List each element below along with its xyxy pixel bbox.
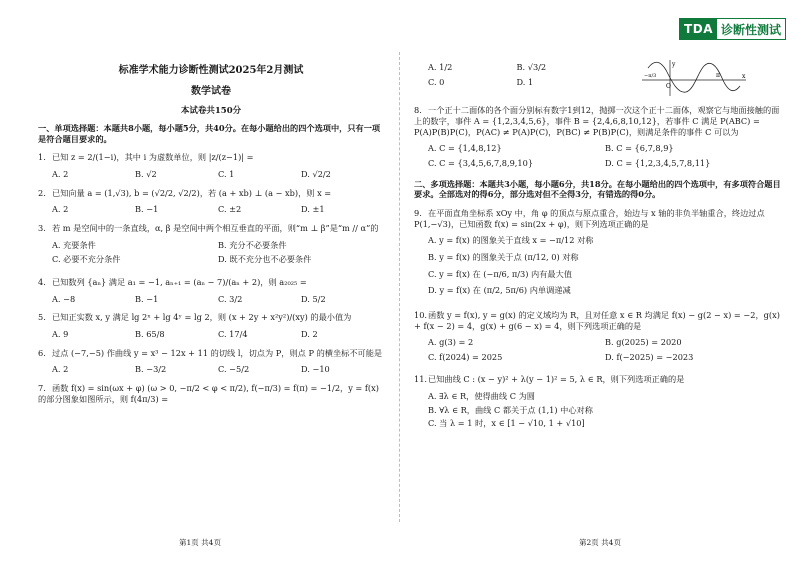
option-c: C. 必要不充分条件 — [52, 254, 121, 265]
option-d: D. −10 — [301, 364, 330, 375]
question-10 — [414, 310, 782, 367]
option-b: B. C = {6,7,8,9} — [605, 143, 674, 154]
option-c: C. C = {3,4,5,6,7,8,9,10} — [428, 157, 534, 168]
exam-subtitle: 数学试卷 — [191, 86, 231, 97]
section-multiple-choice: 二、多项选择题：本题共3小题，每小题6分，共18分。在每小题给出的四个选项中，有多项符合题目要求。全部选对的得6分，部分选对但不全得3分，有错选的得0分。 — [414, 178, 781, 200]
question-text: 在平面直角坐标系 xOy 中，角 φ 的顶点与原点重合，始边与 x 轴的非负半轴重合，终边过点 P(1,−√3)，已知函数 f(x) = sin(2x + φ)，则下列选项正确的是 — [414, 207, 765, 229]
option-d: D. y = f(x) 在 (π/2, 5π/6) 内单调递减 — [428, 285, 571, 296]
question-number: 5. — [38, 312, 46, 323]
option-a: A. −8 — [52, 293, 76, 304]
logo-tda: TDA — [680, 19, 717, 39]
neg-pi-third-label: −π/3 — [644, 73, 657, 79]
question-number: 10. — [414, 309, 428, 320]
option-c: C. ±2 — [218, 204, 242, 215]
option-b: B. ∀λ ∈ R，曲线 C 都关于点 (1,1) 中心对称 — [428, 404, 593, 415]
section-single-choice: 一、单项选择题：本题共8小题，每小题5分，共40分。在每小题给出的四个选项中，只有一项是符合题目要求的。 — [38, 123, 381, 144]
pi-label: π — [716, 72, 720, 79]
logo-title: 诊断性测试 — [720, 22, 781, 37]
question-9 — [414, 208, 782, 302]
question-4 — [38, 277, 384, 304]
option-a: A. C = {1,4,8,12} — [428, 143, 502, 154]
option-b: B. −3/2 — [135, 364, 167, 375]
question-text: 函数 f(x) = sin(ωx + φ) (ω > 0, −π/2 < φ < π/2), f(−π/3) = f(π) = −1/2，y = f(x) 的部分图象如图所示，则 f(4π/3) = — [38, 382, 379, 404]
option-b: B. g(2025) = 2020 — [605, 337, 682, 348]
option-a: A. 2 — [52, 364, 69, 375]
question-8 — [414, 105, 782, 172]
question-number: 6. — [38, 347, 46, 358]
question-11 — [414, 374, 782, 432]
option-a: A. 2 — [52, 204, 69, 215]
right-page — [400, 0, 800, 562]
option-c: C. 17/4 — [218, 328, 248, 339]
page-footer-right: 第2页 共4页 — [579, 538, 621, 548]
option-b: B. √2 — [135, 169, 157, 180]
option-c: C. −5/2 — [218, 364, 250, 375]
option-c: C. 当 λ = 1 时，x ∈ [1 − √10, 1 + √10] — [428, 418, 585, 429]
question-text: 过点 (−7,−5) 作曲线 y = x³ − 12x + 11 的切线 l，切点为 P，则点 P 的横坐标不可能是 — [52, 347, 383, 358]
option-c: C. 3/2 — [218, 293, 243, 304]
option-c: C. y = f(x) 在 (−π/6, π/3) 内有最大值 — [428, 268, 572, 279]
option-b: B. 充分不必要条件 — [218, 239, 287, 250]
question-text: 已知数列 {aₙ} 满足 a₁ = −1, aₙ₊₁ = (aₙ − 7)/(aₙ + 2)，则 a₂₀₂₅ = — [52, 276, 307, 287]
y-axis-label: y — [672, 61, 676, 68]
option-b: B. −1 — [135, 204, 159, 215]
option-b: B. √3/2 — [516, 62, 547, 72]
question-text: 已知正实数 x, y 满足 lg 2ˣ + lg 4ʸ = lg 2，则 (x + 2y + x²y²)/(xy) 的最小值为 — [52, 312, 352, 323]
option-a: A. 1/2 — [428, 62, 453, 72]
x-axis-label: x — [742, 73, 746, 80]
question-number: 4. — [38, 276, 46, 287]
option-a: A. 2 — [52, 169, 69, 180]
option-d: D. √2/2 — [301, 169, 331, 180]
option-d: D. 5/2 — [301, 293, 326, 304]
question-1 — [38, 152, 384, 179]
question-number: 1. — [38, 152, 46, 163]
option-d: D. f(−2025) = −2023 — [605, 351, 694, 362]
question-number: 3. — [38, 222, 46, 233]
sine-curve — [648, 62, 740, 92]
question-text: 一个正十二面体的各个面分别标有数字1到12，抛掷一次这个正十二面体，观察它与地面接触的面上的数字，事件 A = {1,2,3,4,5,6}，事件 B = {2,4,6,8,10,12}，若事件 C 满足 P(ABC) = P(A)P(B)P(C)，P(AC) ≠ P(A)P(C)，P(BC) ≠ P(B)P(C)，则满足条件的事件 C 可以为 — [414, 105, 780, 137]
option-d: D. 2 — [301, 328, 318, 339]
question-number: 7. — [38, 382, 46, 393]
exam-title: 标准学术能力诊断性测试2025年2月测试 — [118, 65, 304, 76]
option-c: C. 1 — [218, 169, 235, 180]
option-a: A. g(3) = 2 — [428, 337, 474, 348]
option-a: A. ∃λ ∈ R，使得曲线 C 为圆 — [428, 391, 535, 402]
question-number: 8. — [414, 105, 422, 116]
question-3 — [38, 223, 384, 269]
question-text: 已知向量 a = (1,√3), b = (√2/2, √2/2)，若 (a + xb) ⊥ (a − xb)，则 x = — [52, 187, 332, 198]
option-d: D. C = {1,2,3,4,5,7,8,11} — [605, 157, 711, 168]
question-number: 11. — [414, 374, 428, 385]
option-a: A. 9 — [52, 328, 69, 339]
question-number: 2. — [38, 187, 46, 198]
exam-score: 本试卷共150分 — [180, 106, 242, 116]
option-d: D. 既不充分也不必要条件 — [218, 254, 312, 265]
question-text: 已知 z = 2/(1−i)，其中 i 为虚数单位，则 |z/(z−1)| = — [52, 152, 254, 163]
option-a: A. 充要条件 — [52, 239, 96, 250]
question-7 — [38, 383, 384, 404]
question-2 — [38, 188, 384, 215]
question-5 — [38, 312, 384, 339]
page-footer-left: 第1页 共4页 — [179, 538, 221, 548]
option-b: B. y = f(x) 的图象关于点 (π/12, 0) 对称 — [428, 251, 579, 262]
option-b: B. 65/8 — [135, 328, 165, 339]
option-c: C. f(2024) = 2025 — [428, 351, 503, 362]
question-6 — [38, 348, 384, 375]
question-text: 已知曲线 C : (x − y)² + λ(y − 1)² = 5, λ ∈ R，则下列选项正确的是 — [428, 374, 685, 385]
question-text: 若 m 是空间中的一条直线，α, β 是空间中两个相互垂直的平面，则“m ⊥ β”是“m // α”的 — [52, 222, 379, 233]
origin-label: O — [666, 83, 671, 90]
option-d: D. ±1 — [301, 204, 325, 215]
option-d: D. 1 — [516, 76, 534, 87]
option-b: B. −1 — [135, 293, 159, 304]
option-c: C. 0 — [428, 76, 445, 87]
question-number: 9. — [414, 207, 422, 218]
sine-graph — [640, 58, 750, 98]
question-text: 函数 y = f(x), y = g(x) 的定义域均为 R，且对任意 x ∈ R 均满足 f(x) − g(2 − x) = −2，g(x) + f(x − 2) = 4，g(x) + g(6 − x) = 4，则下列选项正确的是 — [414, 309, 780, 331]
option-a: A. y = f(x) 的图象关于直线 x = −π/12 对称 — [428, 235, 594, 246]
